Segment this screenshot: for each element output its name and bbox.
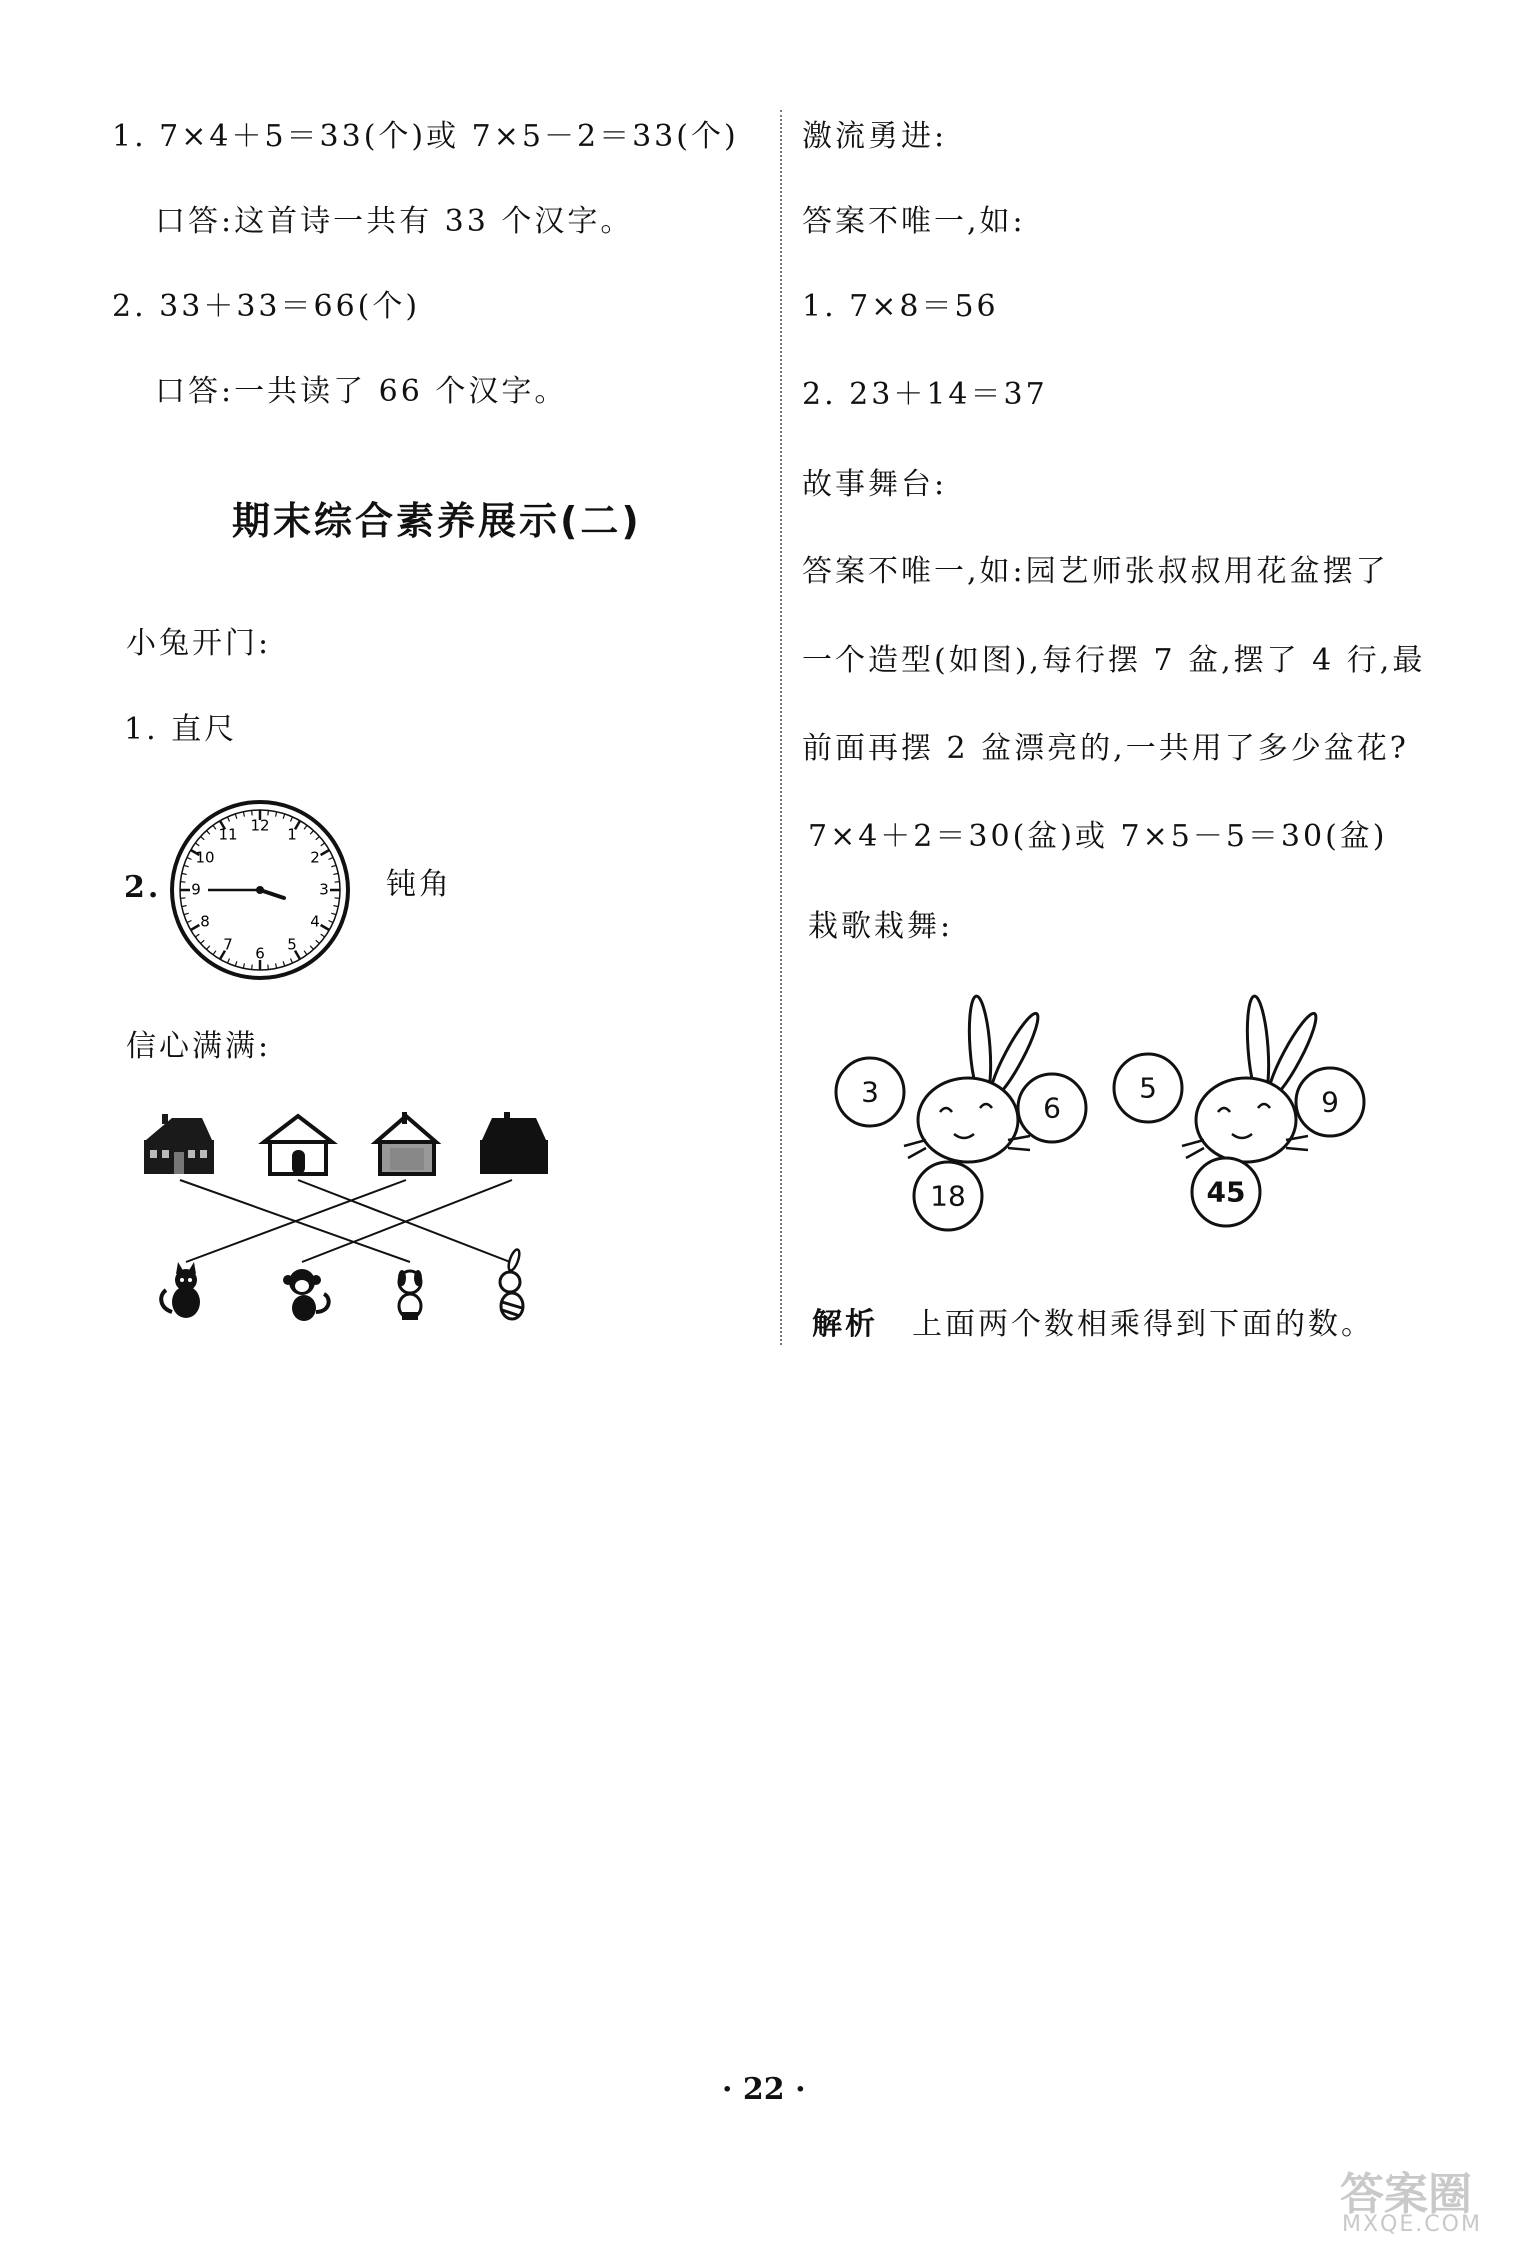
clock-tick <box>195 843 199 846</box>
gushi-line-2: 一个造型(如图),每行摆 7 盆,摆了 4 行,最 <box>802 643 1426 678</box>
clock-number-10: 10 <box>195 848 215 867</box>
clock-tick <box>333 906 338 907</box>
dog-icon <box>398 1270 422 1320</box>
clock-tick <box>243 812 244 817</box>
clock-tick <box>227 959 229 964</box>
clock-tick <box>206 831 209 835</box>
xinxin-heading: 信心满满: <box>126 1029 272 1064</box>
clock-tick <box>291 817 293 822</box>
rabbit-1-bottom-number: 18 <box>930 1179 966 1213</box>
clock-tick <box>187 921 192 923</box>
monkey-icon <box>283 1269 329 1321</box>
clock-number-6: 6 <box>255 944 265 963</box>
q1-equation: 1. 7×4＋5＝33(个)或 7×5－2＝33(个) <box>112 119 739 154</box>
clock-number-4: 4 <box>310 912 320 931</box>
zaige-heading: 栽歌栽舞: <box>808 909 954 944</box>
clock-tick <box>180 898 185 899</box>
jiliu-item-2: 2. 23＋14＝37 <box>802 377 1048 412</box>
clock-tick <box>184 913 189 915</box>
clock-tick <box>187 857 192 859</box>
watermark-logo: 答案圈 <box>1340 2169 1472 2220</box>
clock-number-2: 2 <box>310 848 320 867</box>
rabbit-2-left-number: 5 <box>1139 1071 1157 1105</box>
gushi-heading: 故事舞台: <box>802 467 948 502</box>
house-2-icon <box>264 1116 332 1174</box>
clock-tick <box>243 963 244 968</box>
column-divider <box>780 110 782 1345</box>
clock-tick <box>213 825 216 829</box>
clock-tick <box>191 925 200 930</box>
clock-tick <box>321 843 325 846</box>
clock-tick <box>276 963 277 968</box>
clock-tick <box>329 921 334 923</box>
clock-tick <box>291 959 293 964</box>
clock-tick <box>206 946 209 950</box>
rabbit-2-right-number: 9 <box>1321 1085 1339 1119</box>
xiaotu-heading: 小兔开门: <box>126 626 272 661</box>
clock-tick <box>184 865 189 867</box>
clock-tick <box>304 825 307 829</box>
house-3-icon <box>376 1112 436 1174</box>
clock-tick <box>335 882 340 883</box>
clock-tick <box>331 913 336 915</box>
clock-number-11: 11 <box>218 825 238 844</box>
rabbit-2-bottom-number: 45 <box>1206 1175 1246 1209</box>
clock-number-1: 1 <box>287 825 297 844</box>
clock-number-9: 9 <box>191 880 201 899</box>
rabbit-1 <box>836 995 1086 1230</box>
clock-tick <box>268 965 269 970</box>
q1-answer: 口答:这首诗一共有 33 个汉字。 <box>155 204 634 239</box>
clock-tick <box>331 865 336 867</box>
xiaotu-item-1: 1. 直尺 <box>124 712 238 747</box>
clock-tick <box>182 873 187 874</box>
clock-tick <box>283 961 285 966</box>
clock-number-3: 3 <box>319 880 329 899</box>
clock-number-7: 7 <box>223 935 233 954</box>
xiaotu-item-2-answer: 钝角 <box>386 867 452 902</box>
house-4-icon <box>480 1112 548 1174</box>
gushi-line-1: 答案不唯一,如:园艺师张叔叔用花盆摆了 <box>802 554 1389 589</box>
clock-tick <box>333 873 338 874</box>
jiexi-text: 上面两个数相乘得到下面的数。 <box>912 1307 1374 1342</box>
section-title: 期末综合素养展示(二) <box>232 499 642 543</box>
q2-answer: 口答:一共读了 66 个汉字。 <box>155 374 568 409</box>
clock-tick <box>252 810 253 815</box>
clock-number-5: 5 <box>287 935 297 954</box>
clock-tick <box>180 882 185 883</box>
clock-tick <box>329 857 334 859</box>
q2-equation: 2. 33＋33＝66(个) <box>112 289 421 324</box>
clock-number-8: 8 <box>200 912 210 931</box>
jiexi-label: 解析 <box>812 1307 878 1342</box>
jiliu-heading: 激流勇进: <box>802 119 948 154</box>
rabbit-1-right-number: 6 <box>1043 1091 1061 1125</box>
clock-tick <box>283 814 285 819</box>
clock-tick <box>310 946 313 950</box>
rabbit-number-figure <box>830 990 1430 1240</box>
clock-tick <box>321 925 330 930</box>
rabbit-1-left-number: 3 <box>861 1075 879 1109</box>
rabbit-2 <box>1114 995 1364 1226</box>
clock-tick <box>335 898 340 899</box>
page-number: · 22 · <box>722 2072 806 2107</box>
clock-tick <box>213 951 216 955</box>
watermark-url: MXQE.COM <box>1342 2212 1482 2237</box>
clock-tick <box>182 906 187 907</box>
clock-tick <box>316 940 320 943</box>
jiliu-item-1: 1. 7×8＝56 <box>802 289 999 324</box>
clock-tick <box>235 961 237 966</box>
clock-tick <box>268 810 269 815</box>
clock-number-12: 12 <box>250 816 270 835</box>
jiliu-note: 答案不唯一,如: <box>802 204 1026 239</box>
clock-tick <box>235 814 237 819</box>
clock-tick <box>252 965 253 970</box>
clock-tick <box>321 934 325 937</box>
clock-tick <box>304 951 307 955</box>
houses-animals-figure <box>140 1112 570 1332</box>
clock-figure <box>168 798 352 982</box>
xiaotu-item-2-number: 2. <box>124 870 162 905</box>
cat-icon <box>161 1262 200 1318</box>
clock-tick <box>310 831 313 835</box>
gushi-line-3: 前面再摆 2 盆漂亮的,一共用了多少盆花? <box>802 731 1409 766</box>
clock-tick <box>201 836 205 839</box>
clock-tick <box>201 940 205 943</box>
clock-tick <box>195 934 199 937</box>
clock-tick <box>321 850 330 855</box>
gushi-equation: 7×4＋2＝30(盆)或 7×5－5＝30(盆) <box>808 819 1388 854</box>
clock-tick <box>276 812 277 817</box>
house-1-icon <box>144 1114 214 1174</box>
clock-tick <box>316 836 320 839</box>
clock-tick <box>227 817 229 822</box>
